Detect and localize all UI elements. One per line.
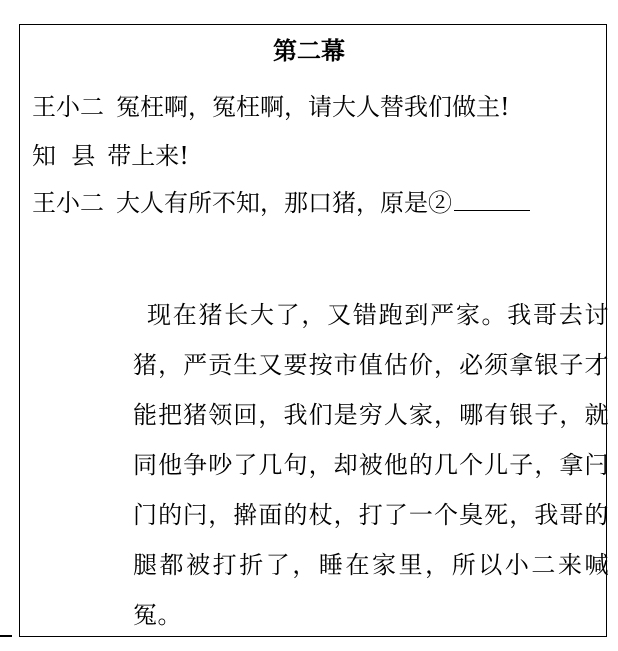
dialogue-line-1: [32, 92, 510, 122]
speaker-name: 王小二: [32, 93, 104, 121]
edge-mark: [0, 635, 12, 637]
speaker-name: 知 县: [32, 142, 96, 170]
speech-text: 带上来!: [107, 142, 189, 170]
dialogue-line-2: [32, 141, 189, 171]
speech-text: 大人有所不知，那口猪，原是②: [116, 189, 452, 217]
speech-paragraph: 现在猪长大了，又错跑到严家。我哥去讨猪，严贡生又要按市值估价，必须拿银子才能把猪领回，我们是穷人家，哪有银子，就同他争吵了几句，却被他的几个儿子，拿闩门的闩，擀面的杖，打了一个臭死，我哥的腿都被打折了，睡在家里，所以小二来喊冤。: [133, 301, 609, 629]
speaker-name: 王小二: [32, 189, 104, 217]
act-title: 第二幕: [273, 36, 345, 65]
speech-text: 冤枉啊，冤枉啊，请大人替我们做主!: [116, 93, 510, 121]
fill-in-blank: [454, 186, 530, 211]
dialogue-line-3: [32, 186, 530, 218]
